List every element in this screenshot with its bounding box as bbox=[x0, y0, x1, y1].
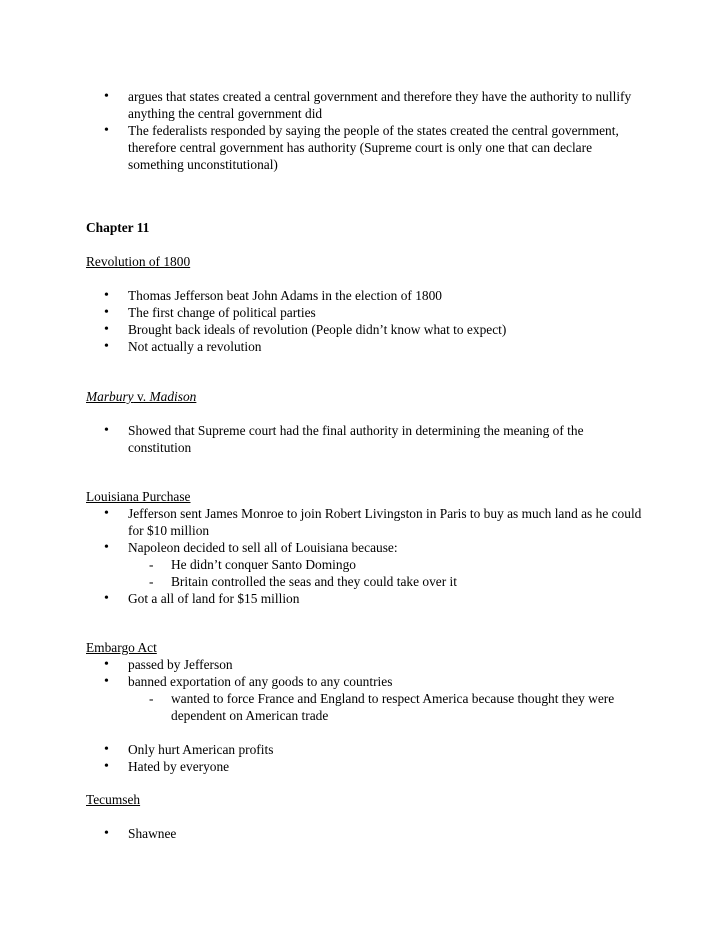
tecumseh-bullet-list bbox=[86, 825, 656, 842]
embargo-bullet-list bbox=[86, 656, 646, 690]
marbury-section bbox=[86, 388, 646, 456]
list-item: • banned exportation of any goods to any countries bbox=[86, 673, 646, 690]
list-item: • Thomas Jefferson beat John Adams in the election of 1800 bbox=[86, 287, 656, 304]
heading-part: Marbury bbox=[86, 389, 134, 404]
sub-list-item: - He didn’t conquer Santo Domingo bbox=[86, 556, 656, 573]
embargo-section bbox=[86, 639, 646, 775]
section-heading-tecumseh: Tecumseh bbox=[86, 792, 141, 807]
list-item: • Hated by everyone bbox=[86, 758, 646, 775]
embargo-bullet-list-2 bbox=[86, 741, 646, 775]
intro-section bbox=[86, 88, 646, 173]
list-item: • Jefferson sent James Monroe to join Robert Livingston in Paris to buy as much land as he could for $10 million bbox=[86, 505, 656, 539]
heading-part: Madison bbox=[149, 389, 197, 404]
section-heading-embargo: Embargo Act bbox=[86, 640, 157, 655]
revolution-section bbox=[86, 253, 656, 355]
louisiana-dash-list bbox=[86, 556, 656, 590]
list-item: • Shawnee bbox=[86, 825, 656, 842]
list-item: • Brought back ideals of revolution (People didn’t know what to expect) bbox=[86, 321, 656, 338]
marbury-bullet-list bbox=[86, 422, 646, 456]
tecumseh-section bbox=[86, 791, 656, 842]
section-heading-marbury bbox=[86, 388, 646, 405]
sub-list-item: - Britain controlled the seas and they could take over it bbox=[86, 573, 656, 590]
revolution-bullet-list bbox=[86, 287, 656, 355]
heading-part: v. bbox=[133, 389, 150, 404]
intro-bullet-list bbox=[86, 88, 646, 173]
louisiana-bullet-list bbox=[86, 505, 656, 556]
sub-list-item: - wanted to force France and England to respect America because thought they were dependent on American trade bbox=[86, 690, 646, 724]
list-item: • The federalists responded by saying the people of the states created the central government, therefore central government has authority (Supreme court is only one that can declare something unconstitutional) bbox=[86, 122, 646, 173]
list-item: • passed by Jefferson bbox=[86, 656, 646, 673]
list-item: • The first change of political parties bbox=[86, 304, 656, 321]
list-item: • Showed that Supreme court had the final authority in determining the meaning of the constitution bbox=[86, 422, 646, 456]
list-item: • argues that states created a central government and therefore they have the authority to nullify anything the central government did bbox=[86, 88, 646, 122]
louisiana-bullet-list-2 bbox=[86, 590, 656, 607]
embargo-dash-list bbox=[86, 690, 646, 724]
louisiana-section bbox=[86, 488, 656, 607]
list-item: • Got a all of land for $15 million bbox=[86, 590, 656, 607]
section-heading-louisiana: Louisiana Purchase bbox=[86, 489, 191, 504]
chapter-title: Chapter 11 bbox=[86, 220, 150, 235]
list-item: • Not actually a revolution bbox=[86, 338, 656, 355]
list-item: • Napoleon decided to sell all of Louisiana because: bbox=[86, 539, 656, 556]
section-heading-revolution: Revolution of 1800 bbox=[86, 254, 191, 269]
list-item: • Only hurt American profits bbox=[86, 741, 646, 758]
